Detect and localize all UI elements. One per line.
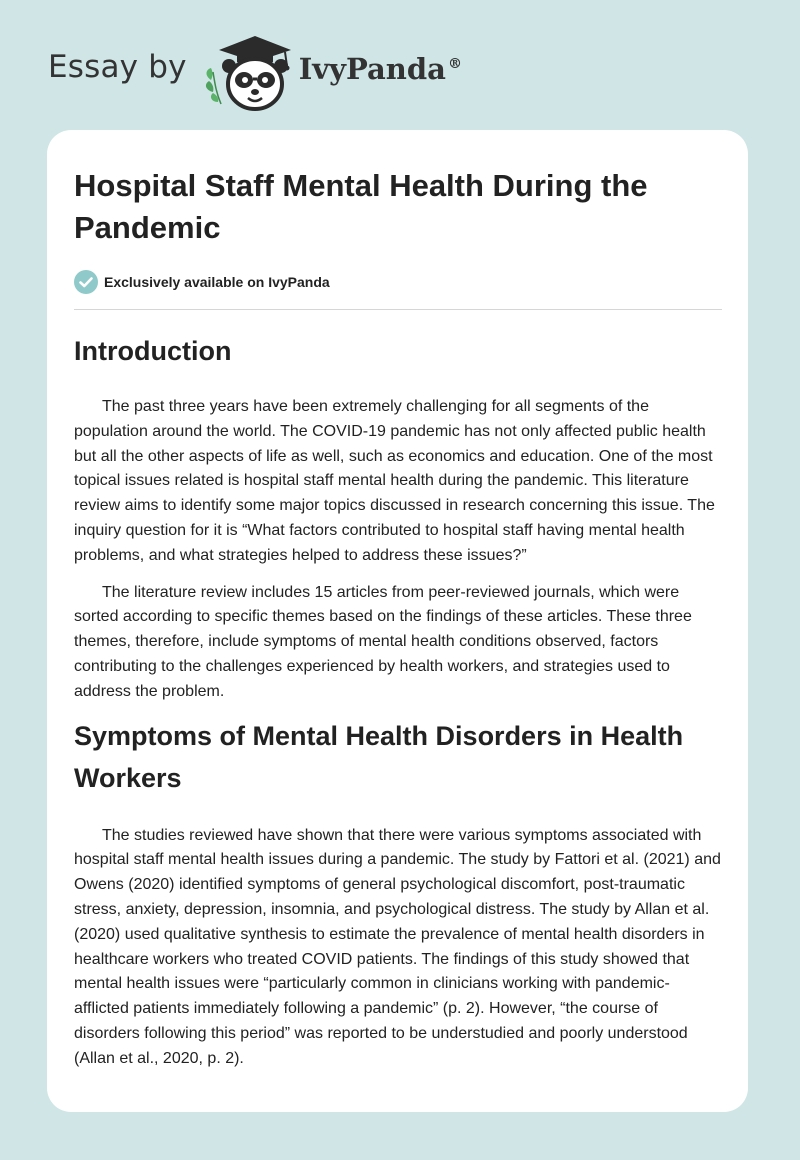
article-title: Hospital Staff Mental Health During the Pandemic — [74, 168, 648, 245]
registered-mark: ® — [447, 56, 462, 73]
divider — [74, 309, 722, 310]
paragraph: The literature review includes 15 articles from peer-reviewed journals, which were sorted according to specific themes based on the findings of these articles. These three themes, therefore, include symptoms of mental health conditions observed, factors contributing to the challenges experienced by health workers, and strategies used to address the problem. — [74, 583, 692, 700]
section-heading-symptoms: Symptoms of Mental Health Disorders in Health Workers — [74, 720, 684, 793]
site-header — [48, 32, 748, 112]
paragraph: The past three years have been extremely challenging for all segments of the population around the world. The COVID-19 pandemic has not only affected public health but all the other aspects of life as well, such as economics and education. One of the most topical issues related is hospital staff mental health during the pandemic. This literature review aims to identify some major topics discussed in research concerning this issue. The inquiry question for it is “What factors contributed to hospital staff having mental health problems, and what strategies helped to address these issues?” — [74, 398, 715, 564]
exclusive-badge-text: Exclusively available on IvyPanda — [104, 274, 330, 290]
panda-graduate-icon — [201, 32, 295, 112]
paragraph: The studies reviewed have shown that there were various symptoms associated with hospital staff mental health issues during a pandemic. The study by Fattori et al. (2021) and Owens (2020) identified symptoms of general psychological discomfort, post-traumatic stress, anxiety, depression, insomnia, and psychological distress. The study by Allan et al. (2020) used qualitative synthesis to estimate the prevalence of mental health disorders in healthcare workers who treated COVID patients. The findings of this study showed that mental health issues were “particularly common in clinicians working with pandemic-afflicted patients immediately following a pandemic” (p. 2). However, “the course of disorders following this period” was reported to be understudied and poorly understood (Allan et al., 2020, p. 2). — [74, 826, 721, 1067]
article-card — [47, 130, 748, 1112]
section-heading-introduction: Introduction — [74, 336, 232, 366]
brand-text: IvyPanda — [298, 52, 446, 86]
essay-by-label: Essay by — [48, 49, 187, 85]
exclusive-badge — [74, 269, 722, 295]
brand-name — [299, 52, 462, 86]
check-circle-icon — [74, 270, 98, 294]
